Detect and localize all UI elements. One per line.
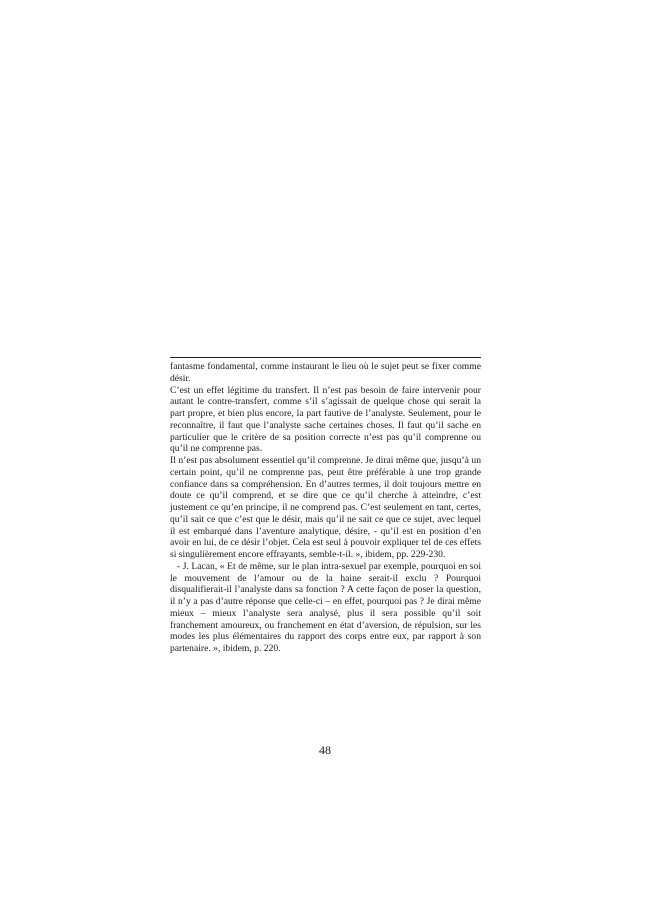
footnote-paragraph-2: C’est un effet légitime du transfert. Il n’est pas besoin de faire intervenir pour autant le contre-transfert, comme s’il s’agissait de quelque chose qui serait la part propre, et bien plus encore, la part fautive de l’analyste. Seulement, pour le reconnaître, il faut que l’analyste sache certaines choses. Il faut qu’il sache en particulier que le critère de sa position correcte n’est pas qu’il comprenne ou qu’il ne comprenne pas. <box>170 384 481 455</box>
footnote-block <box>170 357 481 655</box>
page-number: 48 <box>319 743 331 757</box>
footnote-paragraph-3: Il n’est pas absolument essentiel qu’il comprenne. Je dirai même que, jusqu’à un certain point, qu’il ne comprenne pas, peut être préférable à une trop grande confiance dans sa compréhension. En d’autres termes, il doit toujours mettre en doute ce qu’il comprend, et se dire que ce qu’il cherche à atteindre, c’est justement ce qu’en principe, il ne comprend pas. C’est seulement en tant, certes, qu’il sait ce que c’est que le désir, mais qu’il ne sait ce que ce sujet, avec lequel il est embarqué dans l’aventure analytique, désire, - qu’il est en position d’en avoir en lui, de ce désir l’objet. Cela est seul à pouvoir expliquer tel de ces effets si singulièrement encore effrayants, semble-t-il. », ibidem, pp. 229-230. <box>170 455 481 560</box>
footnote-paragraph-4: - J. Lacan, « Et de même, sur le plan intra-sexuel par exemple, pourquoi en soi le mouvement de l’amour ou de la haine serait-il exclu ? Pourquoi disqualifierait-il l’analyste dans sa fonction ? A cette façon de poser la question, il n’y a pas d’autre réponse que celle-ci – en effet, pourquoi pas ? Je dirai même mieux – mieux l’analyste sera analysé, plus il sera possible qu’il soit franchement amoureux, ou franchement en état d’aversion, de répulsion, sur les modes les plus élémentaires du rapport des corps entre eux, par rapport à son partenaire. », ibidem, p. 220. <box>170 560 481 654</box>
footnote-paragraph-1: fantasme fondamental, comme instaurant le lieu où le sujet peut se fixer comme désir. <box>170 361 481 384</box>
footnote-text <box>170 361 481 655</box>
footnote-separator-rule <box>170 357 481 358</box>
